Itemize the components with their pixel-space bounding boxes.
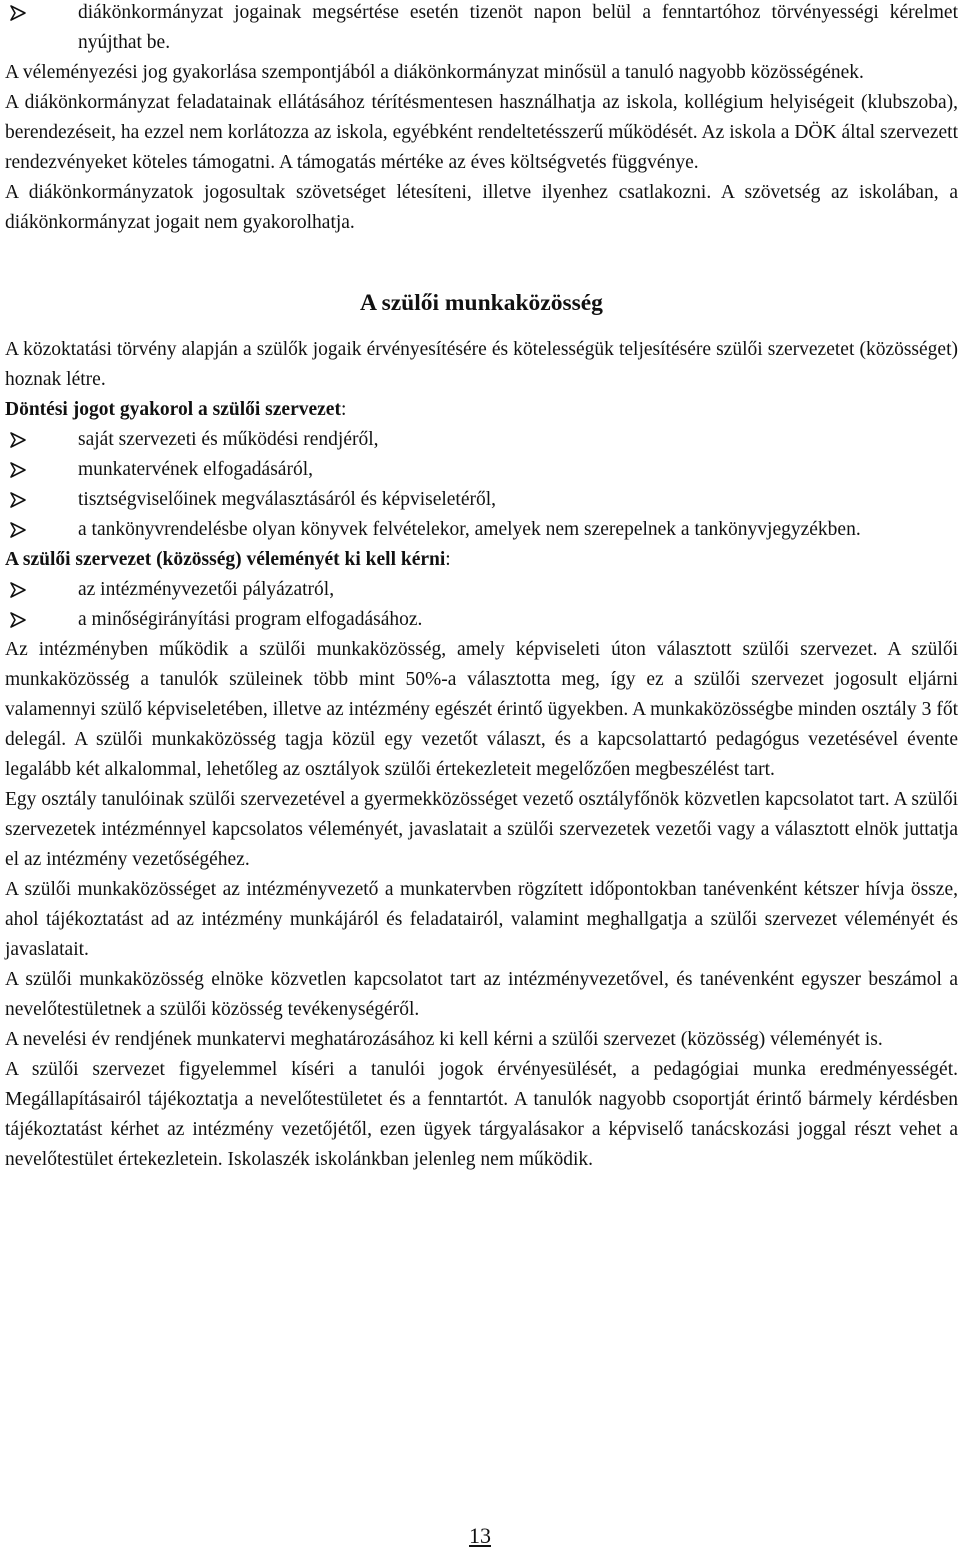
opinion-colon: : <box>445 549 451 570</box>
list-item <box>5 485 958 515</box>
arrowhead-bullet-icon <box>7 425 29 455</box>
list-item-text: saját szervezeti és működési rendjéről, <box>78 429 379 450</box>
arrowhead-bullet-icon <box>7 485 29 515</box>
opinion-heading: A szülői szervezet (közösség) véleményét ki kell kérni <box>5 549 446 570</box>
intro-paragraph: A közoktatási törvény alapján a szülők jogaik érvényesítésére és kötelességük teljesítésére szülői szervezetet (közösséget) hoznak létre. <box>5 339 958 390</box>
decision-list <box>5 425 958 545</box>
list-item <box>5 0 958 58</box>
top-bullet-list <box>5 0 958 58</box>
paragraph: A szülői munkaközösséget az intézményvezető a munkatervben rögzített időpontokban tanévenként kétszer hívja össze, ahol tájékoztatást ad az intézmény munkájáról és feladatairól, valamint meghallgatja a szülői szervezet véleményét és javaslatait. <box>5 879 958 960</box>
list-item <box>5 575 958 605</box>
paragraph: A diákönkormányzat feladatainak ellátásához térítésmentesen használhatja az iskola, kollégium helyiségeit (klubszoba), berendezéseit, ha ezzel nem korlátozza az iskola, egyébként rendeltetésszerű működését. Az iskola a DÖK által szervezett rendezvényeket köteles támogatni. A támogatás mértéke az éves költségvetés függvénye. <box>5 92 958 173</box>
list-item-text: tisztségviselőinek megválasztásáról és képviseletéről, <box>78 489 497 510</box>
paragraph: A nevelési év rendjének munkatervi meghatározásához ki kell kérni a szülői szervezet (közösség) véleményét is. <box>5 1029 883 1050</box>
list-item <box>5 425 958 455</box>
list-item <box>5 605 958 635</box>
decision-heading: Döntési jogot gyakorol a szülői szervezet <box>5 399 341 420</box>
arrowhead-bullet-icon <box>7 455 29 485</box>
decision-heading-line <box>5 395 958 425</box>
opinion-list <box>5 575 958 635</box>
paragraph: A diákönkormányzatok jogosultak szövetséget létesíteni, illetve ilyenhez csatlakozni. A szövetség az iskolában, a diákönkormányzat jogait nem gyakorolhatja. <box>5 182 958 233</box>
arrowhead-bullet-icon <box>7 605 29 635</box>
list-item <box>5 515 958 545</box>
paragraph: Egy osztály tanulóinak szülői szervezetével a gyermekközösséget vezető osztályfőnök közvetlen kapcsolatot tart. A szülői szervezetek intézménnyel kapcsolatos véleményét, javaslatait a szülői szervezetek vezetői vagy a választott elnök juttatja el az intézmény vezetőségéhez. <box>5 789 958 870</box>
paragraph: A véleményezési jog gyakorlása szempontjából a diákönkormányzat minősül a tanuló nagyobb közösségének. <box>5 62 864 83</box>
arrowhead-bullet-icon <box>7 515 29 545</box>
section-title: A szülői munkaközösség <box>360 290 603 316</box>
paragraph: A szülői munkaközösség elnöke közvetlen kapcsolatot tart az intézményvezetővel, és tanévenként egyszer beszámol a nevelőtestületnek a szülői közösség tevékenységéről. <box>5 969 958 1020</box>
opinion-heading-line <box>5 545 958 575</box>
decision-colon: : <box>340 399 347 420</box>
paragraph: Az intézményben működik a szülői munkaközösség, amely képviseleti úton választott szülői szervezet. A szülői munkaközösség a tanulók szüleinek több mint 50%-a választotta meg, így ez a szülői szervezet jogosult eljárni valamennyi szülő képviseletében, illetve az intézmény egészét érintő ügyekben. A munkaközösségbe minden osztály 3 főt delegál. A szülői munkaközösség tagja közül egy vezetőt választ, és a kapcsolattartó pedagógus vezetésével évente legalább két alkalommal, lehetőleg az osztályok szülői értekezleteit megelőzően megbeszélést tart. <box>5 639 958 780</box>
list-item-text: diákönkormányzat jogainak megsértése esetén tizenöt napon belül a fenntartóhoz törvényességi kérelmet nyújthat be. <box>78 2 958 53</box>
list-item-text: az intézményvezetői pályázatról, <box>78 579 335 600</box>
document-page <box>5 0 958 1175</box>
dok-section <box>5 0 958 238</box>
page-number: 13 <box>469 1523 491 1548</box>
list-item-text: munkatervének elfogadásáról, <box>78 459 313 480</box>
arrowhead-bullet-icon <box>7 0 29 28</box>
list-item <box>5 455 958 485</box>
arrowhead-bullet-icon <box>7 575 29 605</box>
list-item-text: a tankönyvrendelésbe olyan könyvek felvételekor, amelyek nem szerepelnek a tankönyvjegyzékben. <box>78 519 861 540</box>
paragraph: A szülői szervezet figyelemmel kíséri a tanulói jogok érvényesülését, a pedagógiai munka eredményességét. Megállapításairól tájékoztatja a nevelőtestületet és a fenntartót. A tanulók nagyobb csoportját érintő bármely kérdésben tájékoztatást kérhet az intézmény vezetőjétől, ezen ügyek tárgyalásakor a képviselő tanácskozási joggal részt vehet a nevelőtestület értekezletein. Iskolaszék iskolánkban jelenleg nem működik. <box>5 1059 958 1170</box>
list-item-text: a minőségirányítási program elfogadásához. <box>78 609 423 630</box>
